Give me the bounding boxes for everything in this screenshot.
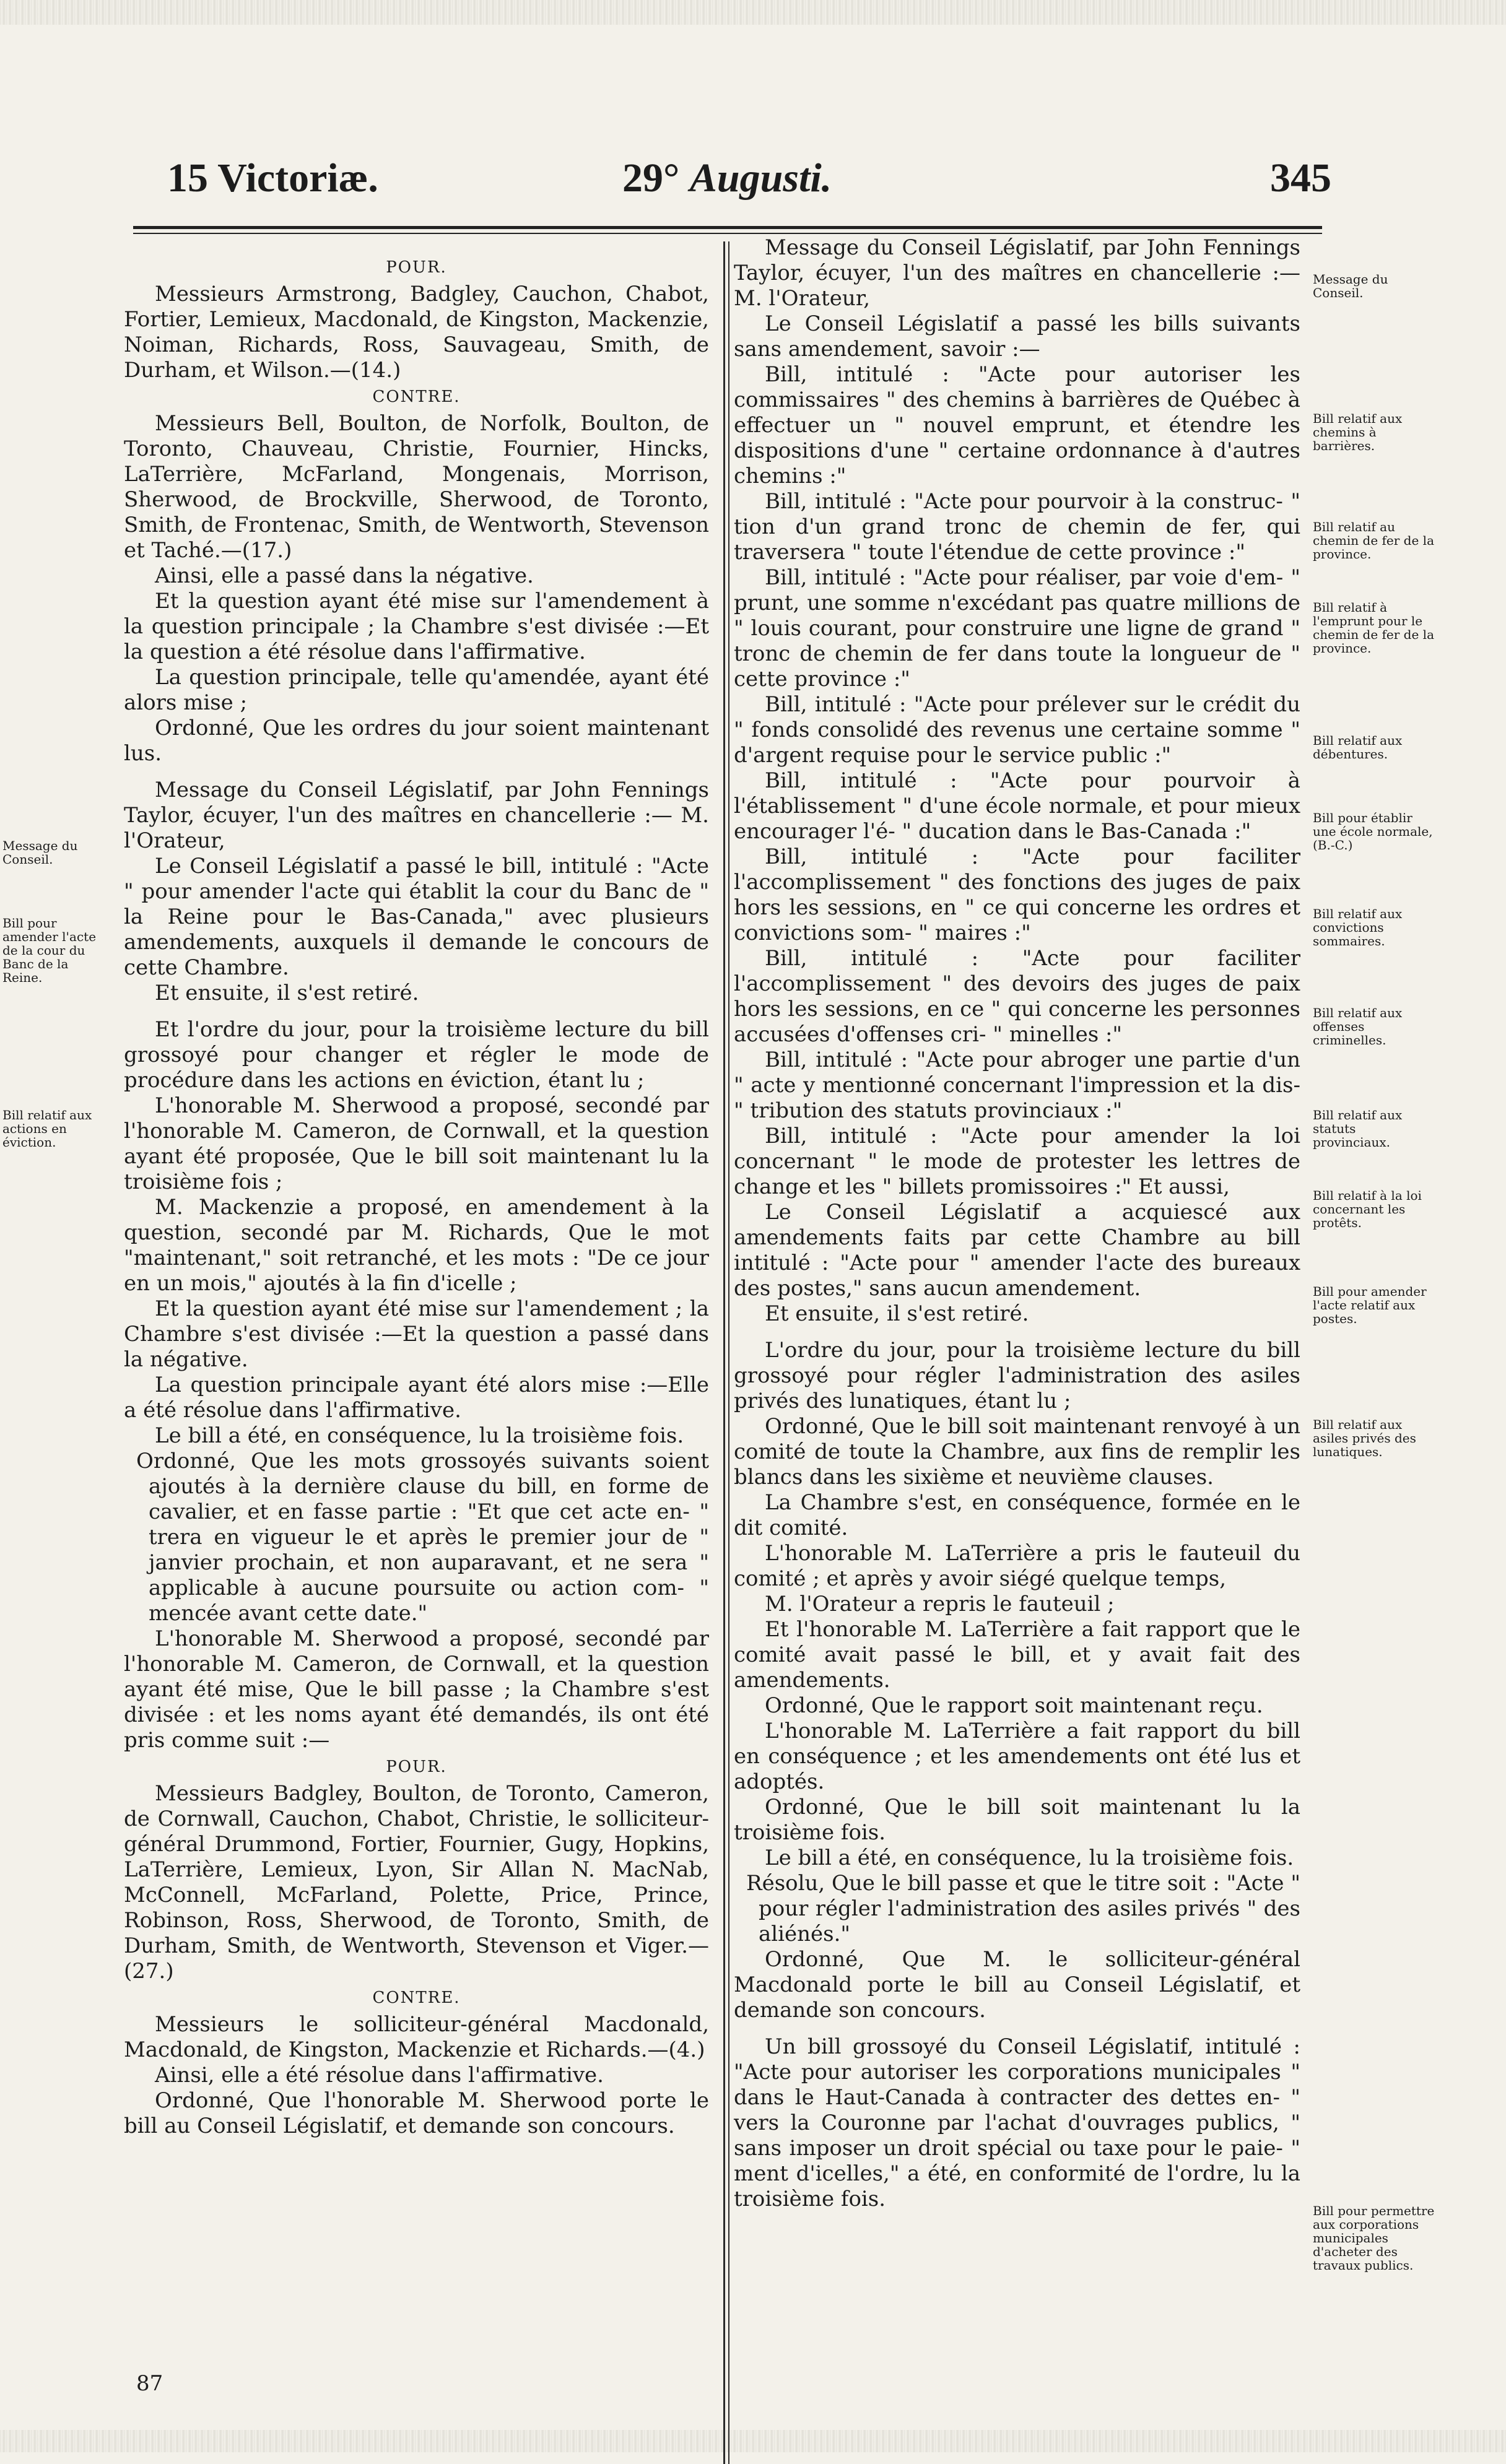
paragraph: L'honorable M. Sherwood a proposé, secondé par l'honorable M. Cameron, de Cornwall, et la question ayant été mise, Que le bill passe ; la Chambre s'est divisée : et les noms ayant été demandés, ils ont été pris comme suit :— xyxy=(124,1626,709,1753)
paragraph: Résolu, Que le bill passe et que le titre soit : "Acte " pour régler l'administration des asiles privés " des aliénés." xyxy=(746,1871,1300,1946)
paragraph: Ordonné, Que les mots grossoyés suivants soient ajoutés à la dernière clause du bill, en forme de cavalier, et en fasse partie : "Et que cet acte en- " trera en vigueur le et après le premier jour de " janvier prochain, et non auparavant, et ne sera " applicable à aucune poursuite ou action com- " mencée avant cette date." xyxy=(136,1449,709,1626)
spacer xyxy=(124,766,709,778)
scan-noise-bottom xyxy=(0,2430,1506,2452)
paragraph: Et ensuite, il s'est retiré. xyxy=(765,1301,1029,1326)
paragraph: Et l'ordre du jour, pour la troisième lecture du bill grossoyé pour changer et régler le mode de procédure dans les actions en éviction, étant lu ; xyxy=(124,1017,709,1093)
vote-heading-pour: POUR. xyxy=(386,258,447,277)
header-date xyxy=(622,155,832,202)
paragraph: L'ordre du jour, pour la troisième lecture du bill grossoyé pour régler l'administration des asiles privés des lunatiques, étant lu ; xyxy=(734,1338,1300,1413)
header-rule-thick xyxy=(133,226,1322,229)
margin-note: Bill relatif à la loi concernant les protêts. xyxy=(1313,1188,1422,1230)
paragraph: Bill, intitulé : "Acte pour réaliser, par voie d'em- " prunt, une somme n'excédant pas quatre millions de " louis courant, pour construire une ligne de grand " tronc de chemin de fer dans toute la longueur de " cette province :" xyxy=(734,565,1300,692)
paragraph: M. l'Orateur a repris le fauteuil ; xyxy=(765,1592,1115,1616)
margin-note: Message du Conseil. xyxy=(1313,272,1388,300)
margin-note: Bill relatif aux statuts provinciaux. xyxy=(1313,1108,1403,1150)
margin-note: Bill pour permettre aux corporations municipales d'acheter des travaux publics. xyxy=(1313,2203,1435,2273)
paragraph: Bill, intitulé : "Acte pour pourvoir à l'établissement " d'une école normale, et pour mieux encourager l'é- " ducation dans le Bas-Canada :" xyxy=(734,768,1300,844)
paragraph: Et la question ayant été mise sur l'amendement à la question principale ; la Chambre s'est divisée :—Et la question a été résolue dans l'affirmative. xyxy=(124,589,709,664)
header-date-month: Augusti. xyxy=(689,155,832,201)
header-date-number: 29° xyxy=(622,155,680,201)
paragraph: Bill, intitulé : "Acte pour pourvoir à la construc- " tion d'un grand tronc de chemin de fer, qui traversera " toute l'étendue de cette province :" xyxy=(734,489,1300,565)
paragraph: Et ensuite, il s'est retiré. xyxy=(155,981,419,1005)
paragraph: Le bill a été, en conséquence, lu la troisième fois. xyxy=(155,1423,684,1448)
column-divider-secondary xyxy=(728,241,729,2464)
paragraph: Ordonné, Que le bill soit maintenant lu la troisième fois. xyxy=(734,1795,1300,1845)
margin-note: Bill relatif à l'emprunt pour le chemin de fer de la province. xyxy=(1313,600,1434,656)
paragraph: Ordonné, Que l'honorable M. Sherwood porte le bill au Conseil Législatif, et demande son concours. xyxy=(124,2088,709,2138)
paragraph: La Chambre s'est, en conséquence, formée en le dit comité. xyxy=(734,1490,1300,1540)
vote-heading-pour: POUR. xyxy=(386,1758,447,1776)
right-column xyxy=(734,235,1300,2212)
paragraph: Le bill a été, en conséquence, lu la troisième fois. xyxy=(765,1846,1294,1870)
paragraph: L'honorable M. Sherwood a proposé, secondé par l'honorable M. Cameron, de Cornwall, et la question ayant été proposée, Que le bill soit maintenant lu la troisième fois ; xyxy=(124,1093,709,1194)
paragraph: M. Mackenzie a proposé, en amendement à la question, secondé par M. Richards, Que le mot "maintenant," soit retranché, et les mots : "De ce jour en un mois," ajoutés à la fin d'icelle ; xyxy=(124,1195,709,1296)
margin-note: Bill relatif aux convictions sommaires. xyxy=(1313,906,1403,948)
header-rule-thin xyxy=(133,233,1322,234)
margin-note: Bill relatif au chemin de fer de la province. xyxy=(1313,519,1434,562)
column-divider xyxy=(723,241,725,2464)
header-page-number: 345 xyxy=(1270,155,1331,201)
paragraph: Message du Conseil Législatif, par John Fennings Taylor, écuyer, l'un des maîtres en chancellerie :— M. l'Orateur, xyxy=(124,778,709,853)
paragraph: La question principale, telle qu'amendée, ayant été alors mise ; xyxy=(124,665,709,715)
paragraph: Ordonné, Que le rapport soit maintenant reçu. xyxy=(765,1693,1263,1718)
paragraph: Le Conseil Législatif a passé le bill, intitulé : "Acte " pour amender l'acte qui établit la cour du Banc de " la Reine pour le Bas-Canada," avec plusieurs amendements, auxquels il demande le concours de cette Chambre. xyxy=(124,854,709,980)
paragraph: Bill, intitulé : "Acte pour faciliter l'accomplissement " des devoirs des juges de paix hors les sessions, en ce " qui concerne les personnes accusées d'offenses cri- " minelles :" xyxy=(734,946,1300,1047)
margin-note: Bill relatif aux chemins à barrières. xyxy=(1313,411,1403,453)
vote-list-pour: Messieurs Badgley, Boulton, de Toronto, Cameron, de Cornwall, Cauchon, Chabot, Christie, le solliciteur-général Drummond, Fortier, Fournier, Gugy, Hopkins, LaTerrière, Lemieux, Lyon, Sir Allan N. MacNab, McConnell, McFarland, Polette, Price, Prince, Robinson, Ross, Sherwood, de Toronto, Smith, de Durham, Smith, de Wentworth, Stevenson et Viger.—(27.) xyxy=(124,1781,709,1984)
margin-note: Bill pour amender l'acte de la cour du Banc de la Reine. xyxy=(2,916,97,985)
paragraph: Ainsi, elle a été résolue dans l'affirmative. xyxy=(155,2063,604,2088)
margin-note: Bill pour amender l'acte relatif aux postes. xyxy=(1313,1284,1427,1326)
paragraph: Bill, intitulé : "Acte pour faciliter l'accomplissement " des fonctions des juges de paix hors les sessions, en " ce qui concerne les ordres et convictions som- " maires :" xyxy=(734,844,1300,945)
paragraph: L'honorable M. LaTerrière a pris le fauteuil du comité ; et après y avoir siégé quelque temps, xyxy=(734,1541,1300,1591)
paragraph: Le Conseil Législatif a acquiescé aux amendements faits par cette Chambre au bill intitulé : "Acte pour " amender l'acte des bureaux des postes," sans aucun amendement. xyxy=(734,1200,1300,1301)
paragraph: Bill, intitulé : "Acte pour prélever sur le crédit du " fonds consolidé des revenus une certaine somme " d'argent requise pour le service public :" xyxy=(734,692,1300,768)
paragraph: Un bill grossoyé du Conseil Législatif, intitulé : "Acte pour autoriser les corporations municipales " dans le Haut-Canada à contracter des dettes en- " vers la Couronne par l'achat d'ouvrages publics, " sans imposer un droit spécial ou taxe pour le paie- " ment d'icelles," a été, en conformité de l'ordre, lu la troisième fois. xyxy=(734,2034,1300,2211)
signature-mark: 87 xyxy=(136,2371,163,2396)
paragraph: Et la question ayant été mise sur l'amendement ; la Chambre s'est divisée :—Et la question a passé dans la négative. xyxy=(124,1296,709,1372)
vote-list-pour: Messieurs Armstrong, Badgley, Cauchon, Chabot, Fortier, Lemieux, Macdonald, de Kingston, Mackenzie, Noiman, Richards, Ross, Sauvageau, Smith, de Durham, et Wilson.—(14.) xyxy=(124,282,709,383)
paragraph: Ainsi, elle a passé dans la négative. xyxy=(155,563,534,588)
header-regnal-year: 15 Victoriæ. xyxy=(167,155,378,201)
paragraph: Bill, intitulé : "Acte pour amender la loi concernant " le mode de protester les lettres de change et les " billets promissoires :" Et aussi, xyxy=(734,1124,1300,1199)
paragraph: Bill, intitulé : "Acte pour abroger une partie d'un " acte y mentionné concernant l'impression et la dis- " tribution des statuts provinciaux :" xyxy=(734,1048,1300,1123)
margin-note: Bill relatif aux asiles privés des lunatiques. xyxy=(1313,1417,1416,1459)
margin-note: Bill relatif aux débentures. xyxy=(1313,733,1403,761)
margin-note: Bill relatif aux offenses criminelles. xyxy=(1313,1005,1403,1048)
margin-note: Bill pour établir une école normale, (B.-C.) xyxy=(1313,810,1433,852)
paragraph: Le Conseil Législatif a passé les bills suivants sans amendement, savoir :— xyxy=(734,311,1300,362)
paragraph: Ordonné, Que les ordres du jour soient maintenant lus. xyxy=(124,716,709,766)
paragraph: Ordonné, Que le bill soit maintenant renvoyé à un comité de toute la Chambre, aux fins de remplir les blancs dans les sixième et neuvième clauses. xyxy=(734,1414,1300,1490)
page-header xyxy=(167,155,1331,210)
spacer xyxy=(124,1006,709,1017)
vote-list-contre: Messieurs le solliciteur-général Macdonald, Macdonald, de Kingston, Mackenzie et Richards.—(4.) xyxy=(124,2012,709,2062)
paragraph: Ordonné, Que M. le solliciteur-général Macdonald porte le bill au Conseil Législatif, et demande son concours. xyxy=(734,1947,1300,2023)
margin-note: Bill relatif aux actions en éviction. xyxy=(2,1108,92,1150)
margin-note: Message du Conseil. xyxy=(2,838,78,867)
paragraph: Et l'honorable M. LaTerrière a fait rapport que le comité avait passé le bill, et y avait fait des amendements. xyxy=(734,1617,1300,1693)
scan-noise-top xyxy=(0,0,1506,25)
vote-list-contre: Messieurs Bell, Boulton, de Norfolk, Boulton, de Toronto, Chauveau, Christie, Fournier, Hincks, LaTerrière, McFarland, Mongenais, Morrison, Sherwood, de Brockville, Sherwood, de Toronto, Smith, de Frontenac, Smith, de Wentworth, Stevenson et Taché.—(17.) xyxy=(124,411,709,563)
spacer xyxy=(734,2023,1300,2034)
paragraph: La question principale ayant été alors mise :—Elle a été résolue dans l'affirmative. xyxy=(124,1373,709,1423)
vote-heading-contre: CONTRE. xyxy=(372,1989,461,2007)
spacer xyxy=(734,1327,1300,1338)
vote-heading-contre: CONTRE. xyxy=(372,388,461,406)
paragraph: Bill, intitulé : "Acte pour autoriser les commissaires " des chemins à barrières de Québec à effectuer un " nouvel emprunt, et étendre les dispositions d'une " certaine ordonnance à d'autres chemins :" xyxy=(734,362,1300,488)
paragraph: L'honorable M. LaTerrière a fait rapport du bill en conséquence ; et les amendements ont été lus et adoptés. xyxy=(734,1719,1300,1794)
paragraph: Message du Conseil Législatif, par John Fennings Taylor, écuyer, l'un des maîtres en chancellerie :— M. l'Orateur, xyxy=(734,235,1300,311)
left-column xyxy=(124,254,709,2139)
